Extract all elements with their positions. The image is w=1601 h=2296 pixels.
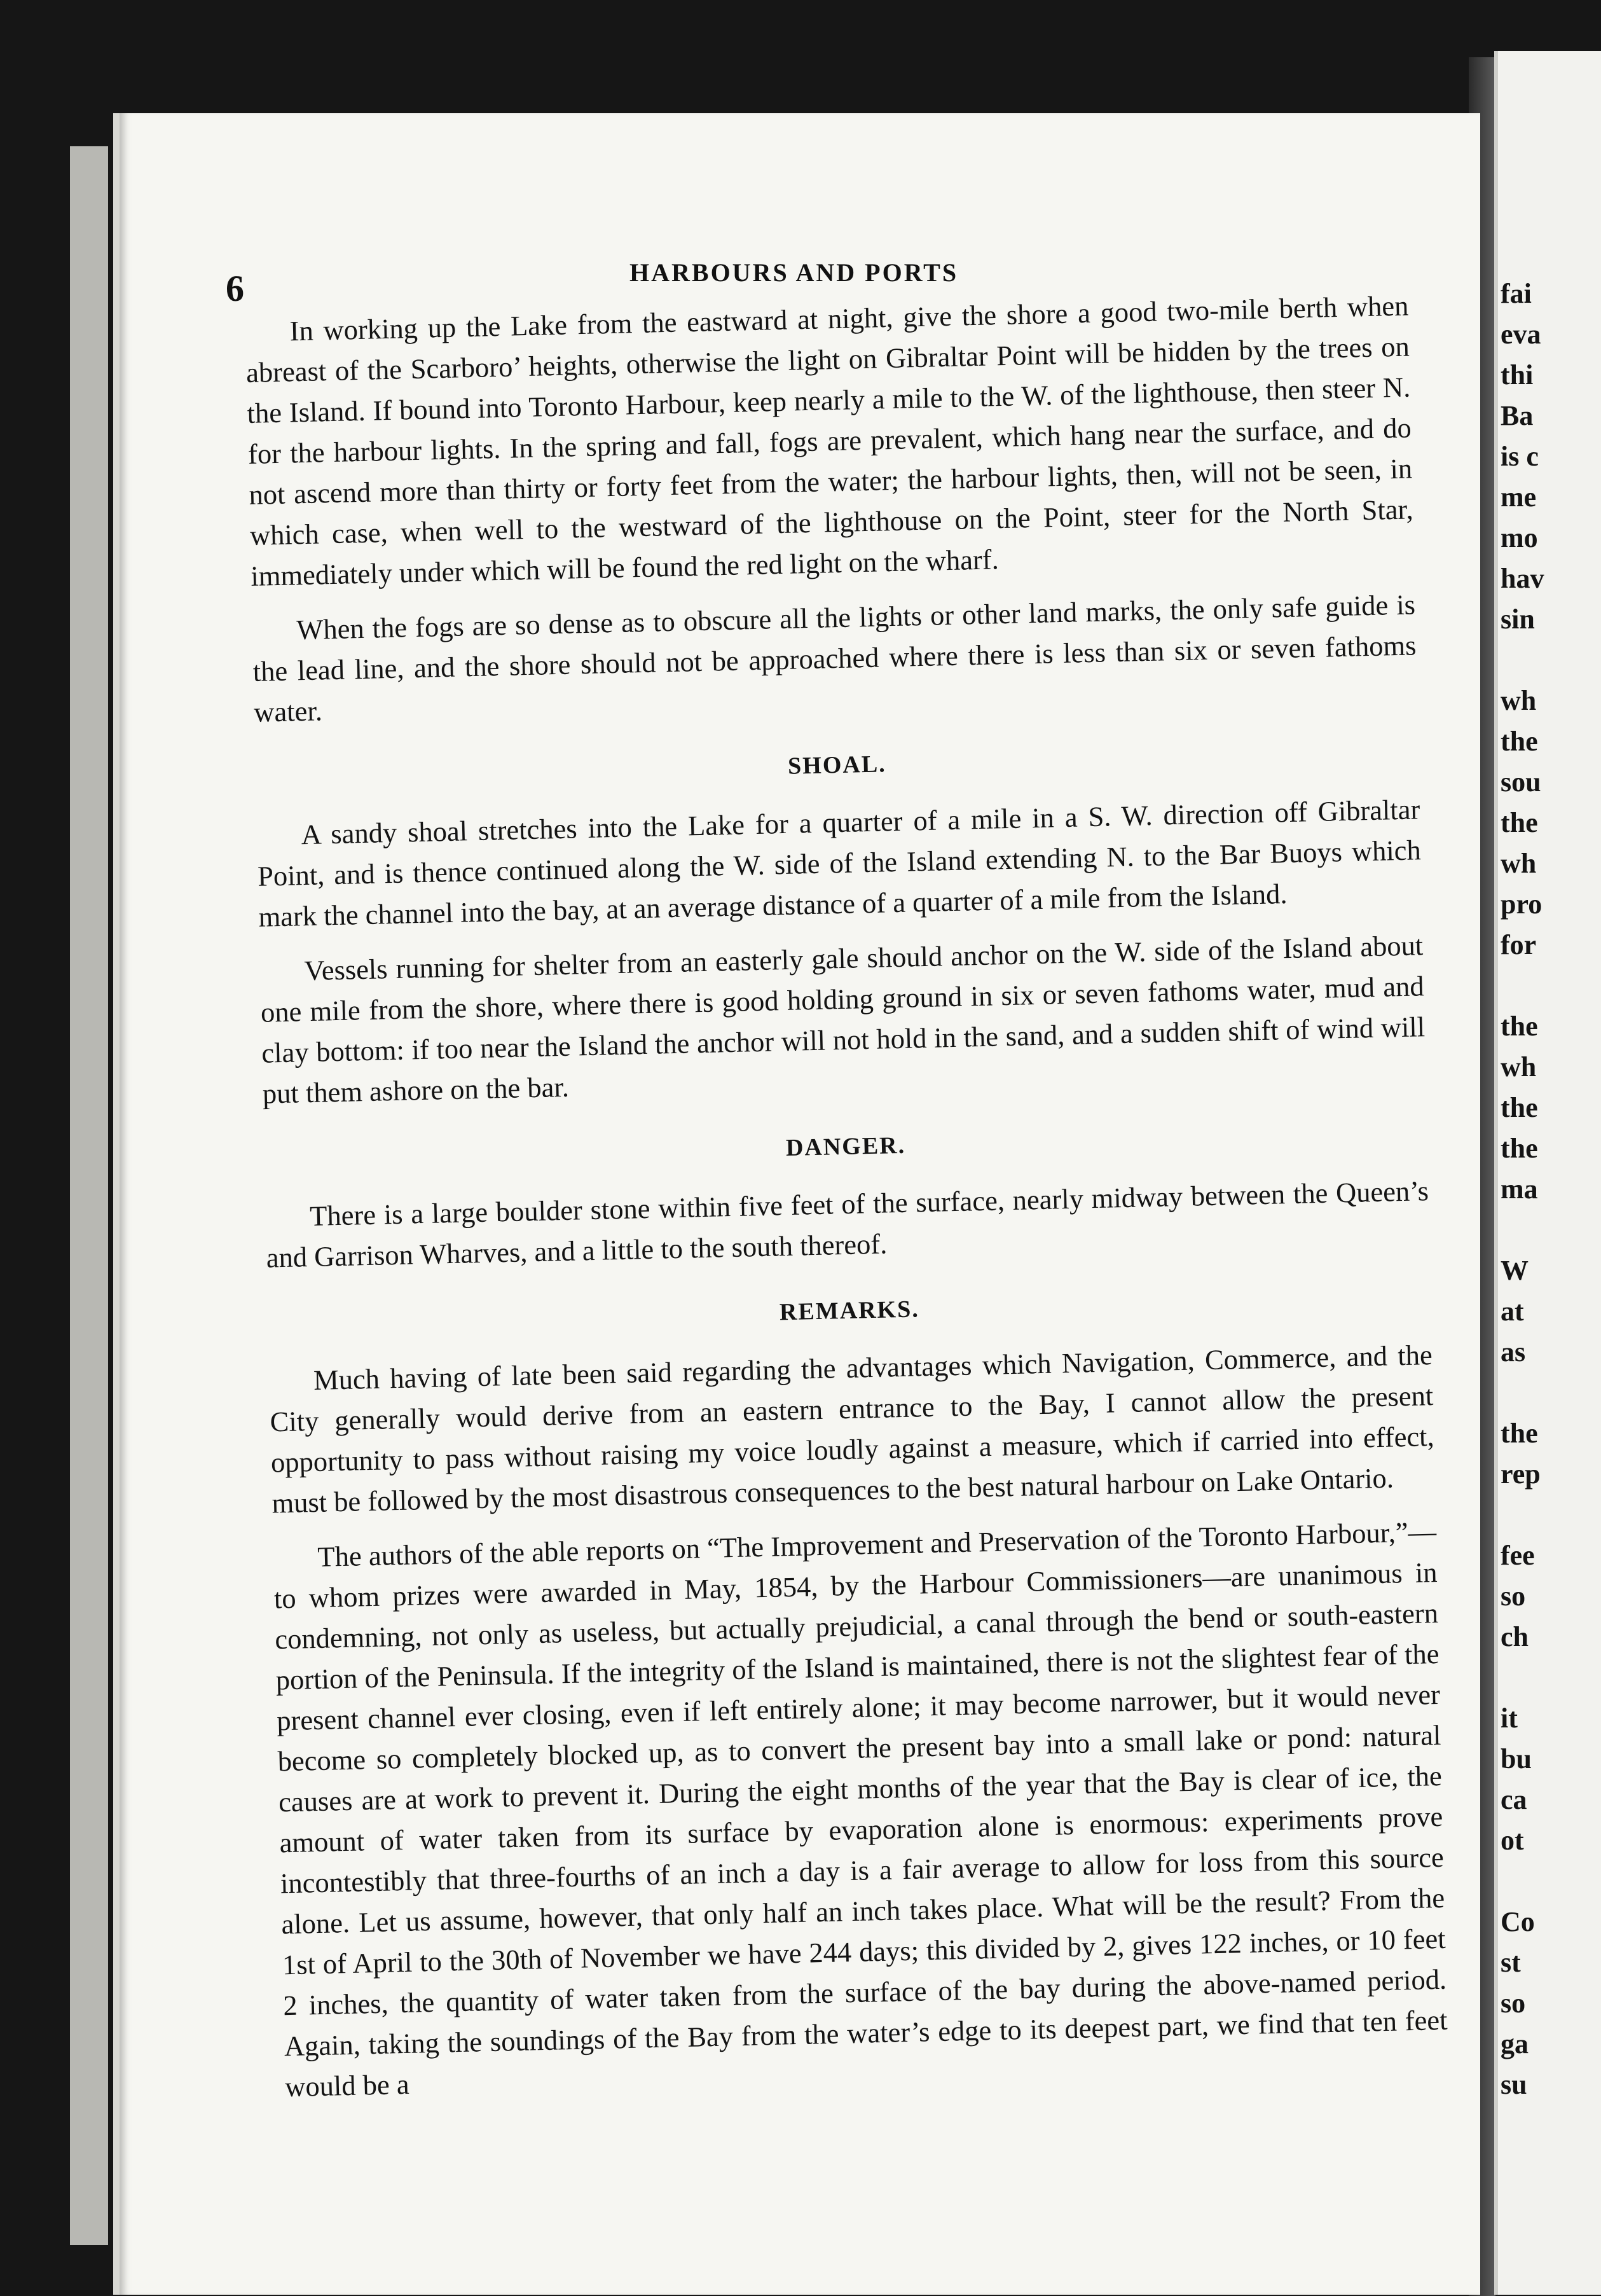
facing-page-fragment: ma — [1501, 1173, 1538, 1205]
facing-page-fragment: st — [1501, 1947, 1521, 1978]
facing-page-fragment: su — [1501, 2069, 1527, 2100]
facing-page-fragment: sin — [1501, 604, 1535, 635]
paragraph: There is a large boulder stone within five feet of the surface, nearly midway between the Queen’s and Garrison Wharves, and a little to the south thereof. — [266, 1175, 1429, 1274]
section-heading: SHOAL. — [787, 750, 887, 780]
paragraph: Vessels running for shelter from an easterly gale should anchor on the W. side of the Island about one mile from the shore, where there is good holding ground in six or seven fathoms water, mud and clay bottom: if too near the Island the anchor will not hold in the sand, and a sudden shift of wind will put them ashore on the bar. — [260, 929, 1426, 1110]
facing-page-fragment: ch — [1501, 1621, 1529, 1652]
facing-page-fragment — [1501, 1373, 1601, 1413]
paragraph: A sandy shoal stretches into the Lake for a quarter of a mile in a S. W. direction off Gibraltar Point, and is thence continued along the W. side of the Island extending N. to the Bar Buoys which mark the channel into the bay, at an average distance of a quarter of a mile from the Island. — [257, 793, 1422, 933]
facing-page-fragment: pro — [1501, 889, 1543, 920]
running-head: HARBOURS AND PORTS — [629, 258, 959, 287]
facing-page-fragment — [1501, 640, 1601, 681]
facing-page-fragment: wh — [1501, 1051, 1537, 1082]
facing-page-fragment — [1501, 1657, 1601, 1698]
facing-page-fragment: sou — [1501, 766, 1541, 798]
section-remarks — [268, 1282, 1449, 2107]
section-danger — [264, 1118, 1430, 1278]
facing-page-fragment: fee — [1501, 1540, 1535, 1571]
section-shoal — [255, 737, 1426, 1114]
facing-page-fragment: at — [1501, 1296, 1524, 1327]
facing-page-fragment — [1501, 965, 1601, 1006]
facing-page-fragment: ca — [1501, 1784, 1527, 1815]
facing-page-fragment: the — [1501, 1092, 1538, 1123]
paragraph: Much having of late been said regarding the advantages which Navigation, Commerce, and the City generally would derive from an eastern entrance to the Bay, I cannot allow the present opportunity to pass without raising my voice loudly against a measure, which if carried into effect, must be followed by the most disastrous consequences to the best natural harbour on Lake Ontario. — [270, 1339, 1435, 1519]
paragraph: The authors of the able reports on “The Improvement and Preservation of the Toronto Harbour,”—to whom prizes were awarded in May, 1854, by the Harbour Commissioners—are unanimous in condemning, not only as useless, but actually prejudicial, a canal through the bend or south-eastern portion of the Peninsula. If the integrity of the Island is maintained, there is not the slightest fear of the present channel ever closing, even if left entirely alone; it may become narrower, but it would never become so completely blocked up, as to convert the present bay into a small lake or pond: natural causes are at work to prevent it. During the eight months of the year that the Bay is clear of ice, the amount of water taken from its surface by evaporation alone is enormous: experiments prove incontestibly that three-fourths of an inch a day is a fair average to allow for loss from this source alone. Let us assume, however, that only half an inch takes place. What will be the result? From the 1st of April to the 30th of November we have 244 days; this divided by 2, gives 122 inches, or 10 feet 2 inches, the quantity of water taken from the surface of the bay during the above-named period. Again, taking the soundings of the Bay from the water’s edge to its deepest part, we find that ten feet would be a — [273, 1515, 1448, 2103]
facing-page-fragment: hav — [1501, 563, 1544, 594]
paragraph: In working up the Lake from the eastward at night, give the shore a good two-mile berth when abreast of the Scarboro’ heights, otherwise the light on Gibraltar Point will be hidden by the trees on the Island. If bound into Toronto Harbour, keep nearly a mile to the W. of the lighthouse, then steer N. for the harbour lights. In the spring and fall, fogs are prevalent, which hang near the surface, and do not ascend more than thirty or forty feet from the water; the harbour lights, then, will not be seen, in which case, when well to the westward of the lighthouse on the Point, steer for the North Star, immediately under which will be found the red light on the wharf. — [245, 289, 1414, 592]
facing-page-fragment: it — [1501, 1703, 1518, 1734]
facing-page-fragment: W — [1501, 1255, 1529, 1286]
facing-page-fragment: ot — [1501, 1825, 1524, 1856]
facing-page-fragment: rep — [1501, 1458, 1541, 1490]
facing-page-text-fragments — [1501, 273, 1601, 2105]
facing-page-fragment: the — [1501, 1011, 1538, 1042]
section-heading: REMARKS. — [779, 1296, 920, 1326]
facing-page-fragment: the — [1501, 1418, 1538, 1449]
facing-page-fragment: me — [1501, 481, 1537, 513]
page-body — [245, 285, 1449, 2121]
facing-page-fragment: the — [1501, 1133, 1538, 1164]
facing-page-fragment: wh — [1501, 685, 1537, 716]
facing-page-fragment — [1501, 1210, 1601, 1250]
facing-page-fragment: Co — [1501, 1906, 1535, 1937]
facing-page-fragment: thi — [1501, 359, 1534, 391]
facing-page-fragment: the — [1501, 807, 1538, 838]
facing-page-fragment: eva — [1501, 319, 1541, 350]
facing-page-fragment — [1501, 1495, 1601, 1535]
facing-page-fragment: for — [1501, 929, 1537, 960]
facing-page-fragment: mo — [1501, 522, 1538, 553]
section-heading: DANGER. — [785, 1131, 906, 1162]
book-spine-edge — [70, 146, 108, 2245]
facing-page-fragment: ga — [1501, 2028, 1529, 2059]
facing-page-fragment: bu — [1501, 1743, 1532, 1774]
facing-page-fragment: fai — [1501, 278, 1532, 309]
paragraph: When the fogs are so dense as to obscure all the lights or other land marks, the only safe guide is the lead line, and the shore should not be approached where there is less than six or seven fathoms water. — [252, 588, 1417, 728]
facing-page-fragment: is c — [1501, 441, 1539, 472]
facing-page-fragment: the — [1501, 726, 1538, 757]
facing-page-fragment: wh — [1501, 848, 1537, 879]
facing-page-fragment: so — [1501, 1988, 1526, 2019]
page-number: 6 — [226, 268, 244, 309]
facing-page-fragment: so — [1501, 1580, 1526, 1612]
facing-page-fragment: as — [1501, 1336, 1526, 1367]
facing-page-fragment — [1501, 1861, 1601, 1902]
facing-page-fragment: Ba — [1501, 400, 1534, 431]
section-intro — [245, 285, 1418, 732]
